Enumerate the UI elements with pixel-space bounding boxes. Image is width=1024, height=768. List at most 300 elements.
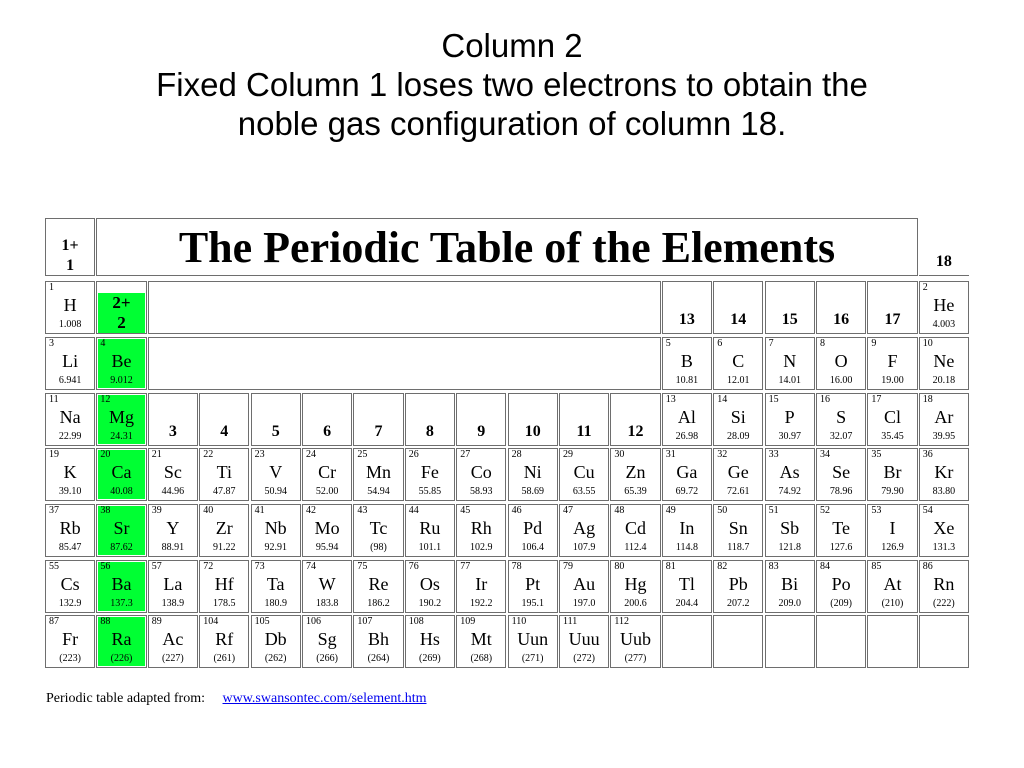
atomic-number: 46	[511, 505, 522, 516]
element-cell-rn	[919, 560, 969, 613]
atomic-number: 21	[151, 449, 162, 460]
element-symbol: Te	[832, 518, 850, 538]
element-cell-ir	[456, 560, 506, 613]
element-cell-ti	[199, 448, 249, 501]
element-cell-w	[302, 560, 352, 613]
element-symbol: Tl	[678, 574, 695, 594]
element-cell-n	[765, 337, 815, 390]
element-cell-pb	[713, 560, 763, 613]
atomic-mass: 28.09	[727, 431, 750, 442]
empty-cell	[919, 615, 969, 668]
element-cell-os	[405, 560, 455, 613]
atomic-number: 32	[717, 449, 728, 460]
group-2-header	[96, 281, 146, 334]
element-symbol: Mg	[108, 407, 134, 427]
element-cell-o	[816, 337, 866, 390]
element-cell-cd	[610, 504, 660, 557]
atomic-mass: (210)	[881, 598, 904, 609]
element-symbol: Ag	[573, 518, 596, 538]
element-symbol: Cd	[624, 518, 646, 538]
element-symbol: Os	[419, 574, 440, 594]
element-cell-te	[816, 504, 866, 557]
element-symbol: At	[883, 574, 902, 594]
element-cell-tl	[662, 560, 712, 613]
element-symbol: La	[163, 574, 183, 594]
group-number-cell-12	[610, 393, 660, 446]
element-symbol: Db	[264, 629, 287, 649]
atomic-number: 87	[49, 616, 59, 627]
atomic-number: 104	[203, 616, 219, 627]
element-cell-sc	[148, 448, 198, 501]
element-cell-kr	[919, 448, 969, 501]
group-number-4: 4	[220, 423, 229, 440]
atomic-number: 24	[306, 449, 316, 460]
atomic-number: 26	[408, 449, 419, 460]
atomic-number: 79	[563, 561, 573, 572]
atomic-mass: 126.9	[881, 542, 904, 553]
element-symbol: Pd	[523, 518, 543, 538]
atomic-number: 15	[768, 394, 779, 405]
atomic-number: 19	[49, 449, 59, 460]
atomic-mass: 195.1	[521, 598, 544, 609]
empty-cell	[816, 615, 866, 668]
atomic-mass: (277)	[624, 653, 647, 664]
element-cell-y	[148, 504, 198, 557]
element-cell-b	[662, 337, 712, 390]
atomic-mass: 204.4	[675, 598, 699, 609]
atomic-number: 51	[768, 505, 779, 516]
group-number-8: 8	[425, 423, 434, 440]
group-number-17: 17	[884, 311, 901, 328]
element-symbol: Br	[883, 462, 902, 482]
group-number-cell-11	[559, 393, 609, 446]
element-symbol: Po	[831, 574, 851, 594]
element-symbol: Ir	[475, 574, 488, 594]
atomic-number: 106	[306, 616, 321, 627]
element-cell-i	[867, 504, 917, 557]
group-number-3: 3	[168, 423, 177, 440]
atomic-mass: 79.90	[881, 486, 904, 497]
atomic-mass: 106.4	[521, 542, 544, 553]
element-symbol: Hf	[214, 574, 234, 594]
group-number-12: 12	[627, 423, 644, 440]
element-symbol: Rb	[59, 518, 81, 538]
atomic-number: 20	[100, 449, 111, 460]
footer-label: Periodic table adapted from:	[46, 691, 205, 706]
element-symbol: Sn	[728, 518, 748, 538]
empty-cell	[662, 615, 712, 668]
element-symbol: Pt	[525, 574, 541, 594]
atomic-mass: 24.31	[110, 431, 133, 442]
atomic-number: 111	[563, 616, 578, 627]
atomic-number: 83	[768, 561, 779, 572]
element-symbol: As	[779, 462, 800, 482]
element-symbol: Ac	[162, 629, 184, 649]
element-cell-au	[559, 560, 609, 613]
atomic-mass: 52.00	[315, 486, 339, 497]
group-1-header	[45, 218, 95, 276]
title-line-3: noble gas configuration of column 18.	[237, 105, 787, 142]
atomic-mass: 209.0	[778, 598, 801, 609]
element-symbol: Bh	[367, 629, 389, 649]
atomic-number: 6	[717, 338, 723, 349]
atomic-number: 9	[871, 338, 877, 349]
element-symbol: Rh	[470, 518, 492, 538]
atomic-mass: 50.94	[264, 486, 287, 497]
atomic-mass: 40.08	[110, 486, 133, 497]
atomic-number: 2	[922, 282, 928, 293]
element-cell-hg	[610, 560, 660, 613]
element-cell-rf	[199, 615, 249, 668]
atomic-mass: 101.1	[418, 542, 442, 553]
element-symbol: Sr	[113, 518, 130, 538]
element-symbol: Zr	[215, 518, 233, 538]
atomic-mass: 200.6	[624, 598, 647, 609]
atomic-number: 54	[922, 505, 933, 516]
element-cell-co	[456, 448, 506, 501]
group-number-cell-3	[148, 393, 198, 446]
element-cell-cl	[867, 393, 917, 446]
atomic-number: 42	[306, 505, 316, 516]
atomic-number: 72	[203, 561, 214, 572]
group-number-cell-9	[456, 393, 506, 446]
atomic-mass: 88.91	[161, 542, 185, 553]
element-cell-tc	[353, 504, 403, 557]
atomic-mass: 1.008	[58, 319, 82, 330]
atomic-mass: 12.01	[727, 375, 750, 386]
group-number-13: 13	[678, 311, 695, 328]
atomic-mass: 44.96	[161, 486, 185, 497]
element-symbol: Fe	[420, 462, 439, 482]
atomic-number: 55	[49, 561, 59, 572]
element-cell-as	[765, 448, 815, 501]
element-symbol: Ca	[111, 462, 132, 482]
element-symbol: Be	[111, 351, 132, 371]
atomic-mass: 19.00	[881, 375, 904, 386]
atomic-mass: 190.2	[418, 598, 442, 609]
element-cell-in	[662, 504, 712, 557]
atomic-number: 8	[820, 338, 825, 349]
atomic-number: 73	[254, 561, 265, 572]
element-symbol: Ba	[111, 574, 132, 594]
atomic-number: 85	[871, 561, 882, 572]
element-cell-li	[45, 337, 95, 390]
element-cell-zr	[199, 504, 249, 557]
element-cell-ga	[662, 448, 712, 501]
atomic-number: 76	[408, 561, 419, 572]
element-cell-se	[816, 448, 866, 501]
empty-span-row2	[148, 337, 661, 390]
atomic-mass: (261)	[213, 653, 236, 664]
element-cell-mt	[456, 615, 506, 668]
atomic-number: 22	[203, 449, 214, 460]
element-cell-na	[45, 393, 95, 446]
element-symbol: Ne	[933, 351, 955, 371]
atomic-mass: (264)	[367, 653, 390, 664]
atomic-number: 30	[614, 449, 625, 460]
element-symbol: Cs	[60, 574, 80, 594]
atomic-mass: 87.62	[110, 542, 133, 553]
atomic-number: 45	[460, 505, 471, 516]
element-cell-ge	[713, 448, 763, 501]
element-cell-fr	[45, 615, 95, 668]
atomic-mass: 14.01	[778, 375, 801, 386]
atomic-number: 31	[665, 449, 676, 460]
element-cell-db	[251, 615, 301, 668]
element-symbol: Co	[470, 462, 492, 482]
atomic-mass: 127.6	[829, 542, 853, 553]
atomic-mass: 39.95	[932, 431, 956, 442]
element-symbol: Rn	[933, 574, 955, 594]
atomic-mass: 65.39	[624, 486, 647, 497]
element-symbol: Sb	[780, 518, 800, 538]
element-cell-pt	[508, 560, 558, 613]
element-cell-uub	[610, 615, 660, 668]
atomic-mass: 63.55	[572, 486, 596, 497]
atomic-number: 37	[49, 505, 59, 516]
element-cell-fe	[405, 448, 455, 501]
atomic-mass: (271)	[521, 653, 544, 664]
element-symbol: Ra	[111, 629, 132, 649]
element-symbol: S	[836, 407, 847, 427]
atomic-mass: 121.8	[778, 542, 801, 553]
atomic-mass: (223)	[59, 653, 81, 664]
element-symbol: Na	[59, 407, 81, 427]
atomic-number: 17	[871, 394, 882, 405]
atomic-mass: (266)	[316, 653, 338, 664]
element-symbol: Mt	[470, 629, 492, 649]
atomic-number: 107	[357, 616, 373, 627]
empty-cell	[765, 615, 815, 668]
group-number-16: 16	[833, 311, 850, 328]
element-cell-mg	[96, 393, 146, 446]
element-cell-cr	[302, 448, 352, 501]
group-number-9: 9	[477, 423, 486, 440]
element-symbol: H	[63, 295, 77, 315]
element-cell-sn	[713, 504, 763, 557]
group-1-label-line: 1	[66, 257, 75, 274]
element-symbol: Tc	[369, 518, 388, 538]
element-cell-ca	[96, 448, 146, 501]
element-symbol: O	[834, 351, 848, 371]
element-symbol: Mn	[365, 462, 391, 482]
element-symbol: Hg	[624, 574, 647, 594]
element-cell-br	[867, 448, 917, 501]
element-cell-sb	[765, 504, 815, 557]
element-symbol: Ti	[216, 462, 232, 482]
atomic-mass: (269)	[419, 653, 441, 664]
atomic-number: 39	[151, 505, 162, 516]
atomic-number: 53	[871, 505, 882, 516]
element-symbol: Zn	[625, 462, 646, 482]
element-symbol: Ar	[934, 407, 954, 427]
element-cell-ac	[148, 615, 198, 668]
atomic-mass: (222)	[933, 598, 955, 609]
element-symbol: Mo	[314, 518, 340, 538]
element-symbol: K	[63, 462, 77, 482]
element-cell-be	[96, 337, 146, 390]
atomic-mass: 180.9	[264, 598, 287, 609]
atomic-number: 40	[203, 505, 214, 516]
atomic-mass: 26.98	[675, 431, 699, 442]
atomic-number: 50	[717, 505, 728, 516]
atomic-mass: (262)	[264, 653, 287, 664]
group-number-cell-8	[405, 393, 455, 446]
element-cell-mo	[302, 504, 352, 557]
atomic-number: 109	[460, 616, 476, 627]
group-number-15: 15	[781, 311, 798, 328]
atomic-mass: 54.94	[367, 486, 390, 497]
atomic-mass: (226)	[110, 653, 133, 664]
atomic-number: 56	[100, 561, 111, 572]
atomic-number: 108	[408, 616, 424, 627]
atomic-mass: 192.2	[470, 598, 493, 609]
group-number-cell-14	[713, 281, 763, 334]
atomic-number: 74	[306, 561, 316, 572]
element-cell-ru	[405, 504, 455, 557]
atomic-number: 80	[614, 561, 625, 572]
element-symbol: In	[679, 518, 695, 538]
atomic-number: 57	[151, 561, 162, 572]
empty-cell	[867, 615, 917, 668]
element-symbol: F	[887, 351, 898, 371]
element-cell-pd	[508, 504, 558, 557]
group-number-18: 18	[935, 253, 952, 270]
atomic-number: 78	[511, 561, 522, 572]
table-title: The Periodic Table of the Elements	[178, 223, 836, 272]
group-number-14: 14	[730, 311, 747, 328]
element-symbol: Xe	[933, 518, 955, 538]
atomic-mass: 83.80	[932, 486, 956, 497]
atomic-number: 28	[511, 449, 522, 460]
atomic-number: 88	[100, 616, 111, 627]
empty-cell	[713, 615, 763, 668]
atomic-number: 29	[563, 449, 573, 460]
element-cell-nb	[251, 504, 301, 557]
element-symbol: P	[784, 407, 795, 427]
element-cell-mn	[353, 448, 403, 501]
element-cell-at	[867, 560, 917, 613]
footer	[46, 690, 427, 708]
atomic-number: 5	[665, 338, 671, 349]
atomic-number: 33	[768, 449, 779, 460]
atomic-number: 112	[614, 616, 630, 627]
atomic-mass: 47.87	[213, 486, 236, 497]
atomic-mass: 132.9	[58, 598, 82, 609]
element-cell-cu	[559, 448, 609, 501]
atomic-number: 11	[49, 394, 59, 405]
atomic-number: 38	[100, 505, 111, 516]
element-cell-k	[45, 448, 95, 501]
element-cell-rb	[45, 504, 95, 557]
group-number-cell-4	[199, 393, 249, 446]
element-symbol: Bi	[781, 574, 799, 594]
element-symbol: Uuu	[568, 629, 600, 649]
group-number-5: 5	[271, 423, 280, 440]
group-number-6: 6	[323, 423, 332, 440]
element-symbol: Sc	[163, 462, 182, 482]
atomic-mass: 69.72	[675, 486, 699, 497]
group-number-cell-6	[302, 393, 352, 446]
element-cell-rh	[456, 504, 506, 557]
atomic-number: 13	[665, 394, 676, 405]
element-symbol: Cr	[318, 462, 337, 482]
element-cell-xe	[919, 504, 969, 557]
element-cell-ag	[559, 504, 609, 557]
group-number-cell-16	[816, 281, 866, 334]
atomic-number: 48	[614, 505, 625, 516]
element-cell-sr	[96, 504, 146, 557]
atomic-mass: 183.8	[315, 598, 339, 609]
element-cell-po	[816, 560, 866, 613]
group-number-cell-13	[662, 281, 712, 334]
group-1-label	[46, 236, 94, 276]
atomic-mass: 197.0	[572, 598, 596, 609]
atomic-number: 18	[922, 394, 933, 405]
group-number-cell-17	[867, 281, 917, 334]
atomic-number: 41	[254, 505, 265, 516]
element-cell-ne	[919, 337, 969, 390]
atomic-number: 77	[460, 561, 471, 572]
source-link[interactable]: www.swansontec.com/selement.htm	[222, 691, 427, 706]
element-cell-hf	[199, 560, 249, 613]
element-symbol: N	[783, 351, 797, 371]
element-symbol: Uub	[619, 629, 651, 649]
element-symbol: C	[732, 351, 745, 371]
element-symbol: Hs	[419, 629, 440, 649]
element-symbol: Se	[832, 462, 851, 482]
element-symbol: Ge	[727, 462, 749, 482]
atomic-number: 4	[100, 338, 106, 349]
element-symbol: Cl	[883, 407, 901, 427]
element-symbol: Ni	[523, 462, 542, 482]
atomic-mass: 74.92	[778, 486, 801, 497]
element-symbol: Ta	[266, 574, 285, 594]
atomic-mass: 114.8	[675, 542, 698, 553]
atomic-mass: 39.10	[58, 486, 82, 497]
atomic-number: 16	[820, 394, 830, 405]
element-symbol: W	[318, 574, 336, 594]
atomic-number: 10	[922, 338, 933, 349]
atomic-number: 84	[820, 561, 830, 572]
element-cell-si	[713, 393, 763, 446]
atomic-mass: 30.97	[778, 431, 801, 442]
atomic-mass: 10.81	[675, 375, 699, 386]
atomic-mass: 72.61	[727, 486, 750, 497]
element-symbol: V	[269, 462, 283, 482]
atomic-number: 105	[254, 616, 270, 627]
element-cell-la	[148, 560, 198, 613]
element-symbol: Al	[677, 407, 696, 427]
atomic-number: 82	[717, 561, 728, 572]
atomic-mass: 107.9	[572, 542, 596, 553]
element-cell-he	[919, 281, 969, 334]
element-cell-ba	[96, 560, 146, 613]
group-number-cell-7	[353, 393, 403, 446]
element-cell-bh	[353, 615, 403, 668]
atomic-mass: 16.00	[829, 375, 853, 386]
atomic-number: 12	[100, 394, 111, 405]
element-cell-bi	[765, 560, 815, 613]
element-symbol: Rf	[215, 629, 234, 649]
atomic-mass: 92.91	[264, 542, 287, 553]
atomic-mass: 55.85	[418, 486, 442, 497]
element-symbol: Ru	[419, 518, 441, 538]
element-symbol: Kr	[934, 462, 954, 482]
atomic-number: 36	[922, 449, 933, 460]
atomic-mass: 131.3	[932, 542, 956, 553]
element-cell-cs	[45, 560, 95, 613]
